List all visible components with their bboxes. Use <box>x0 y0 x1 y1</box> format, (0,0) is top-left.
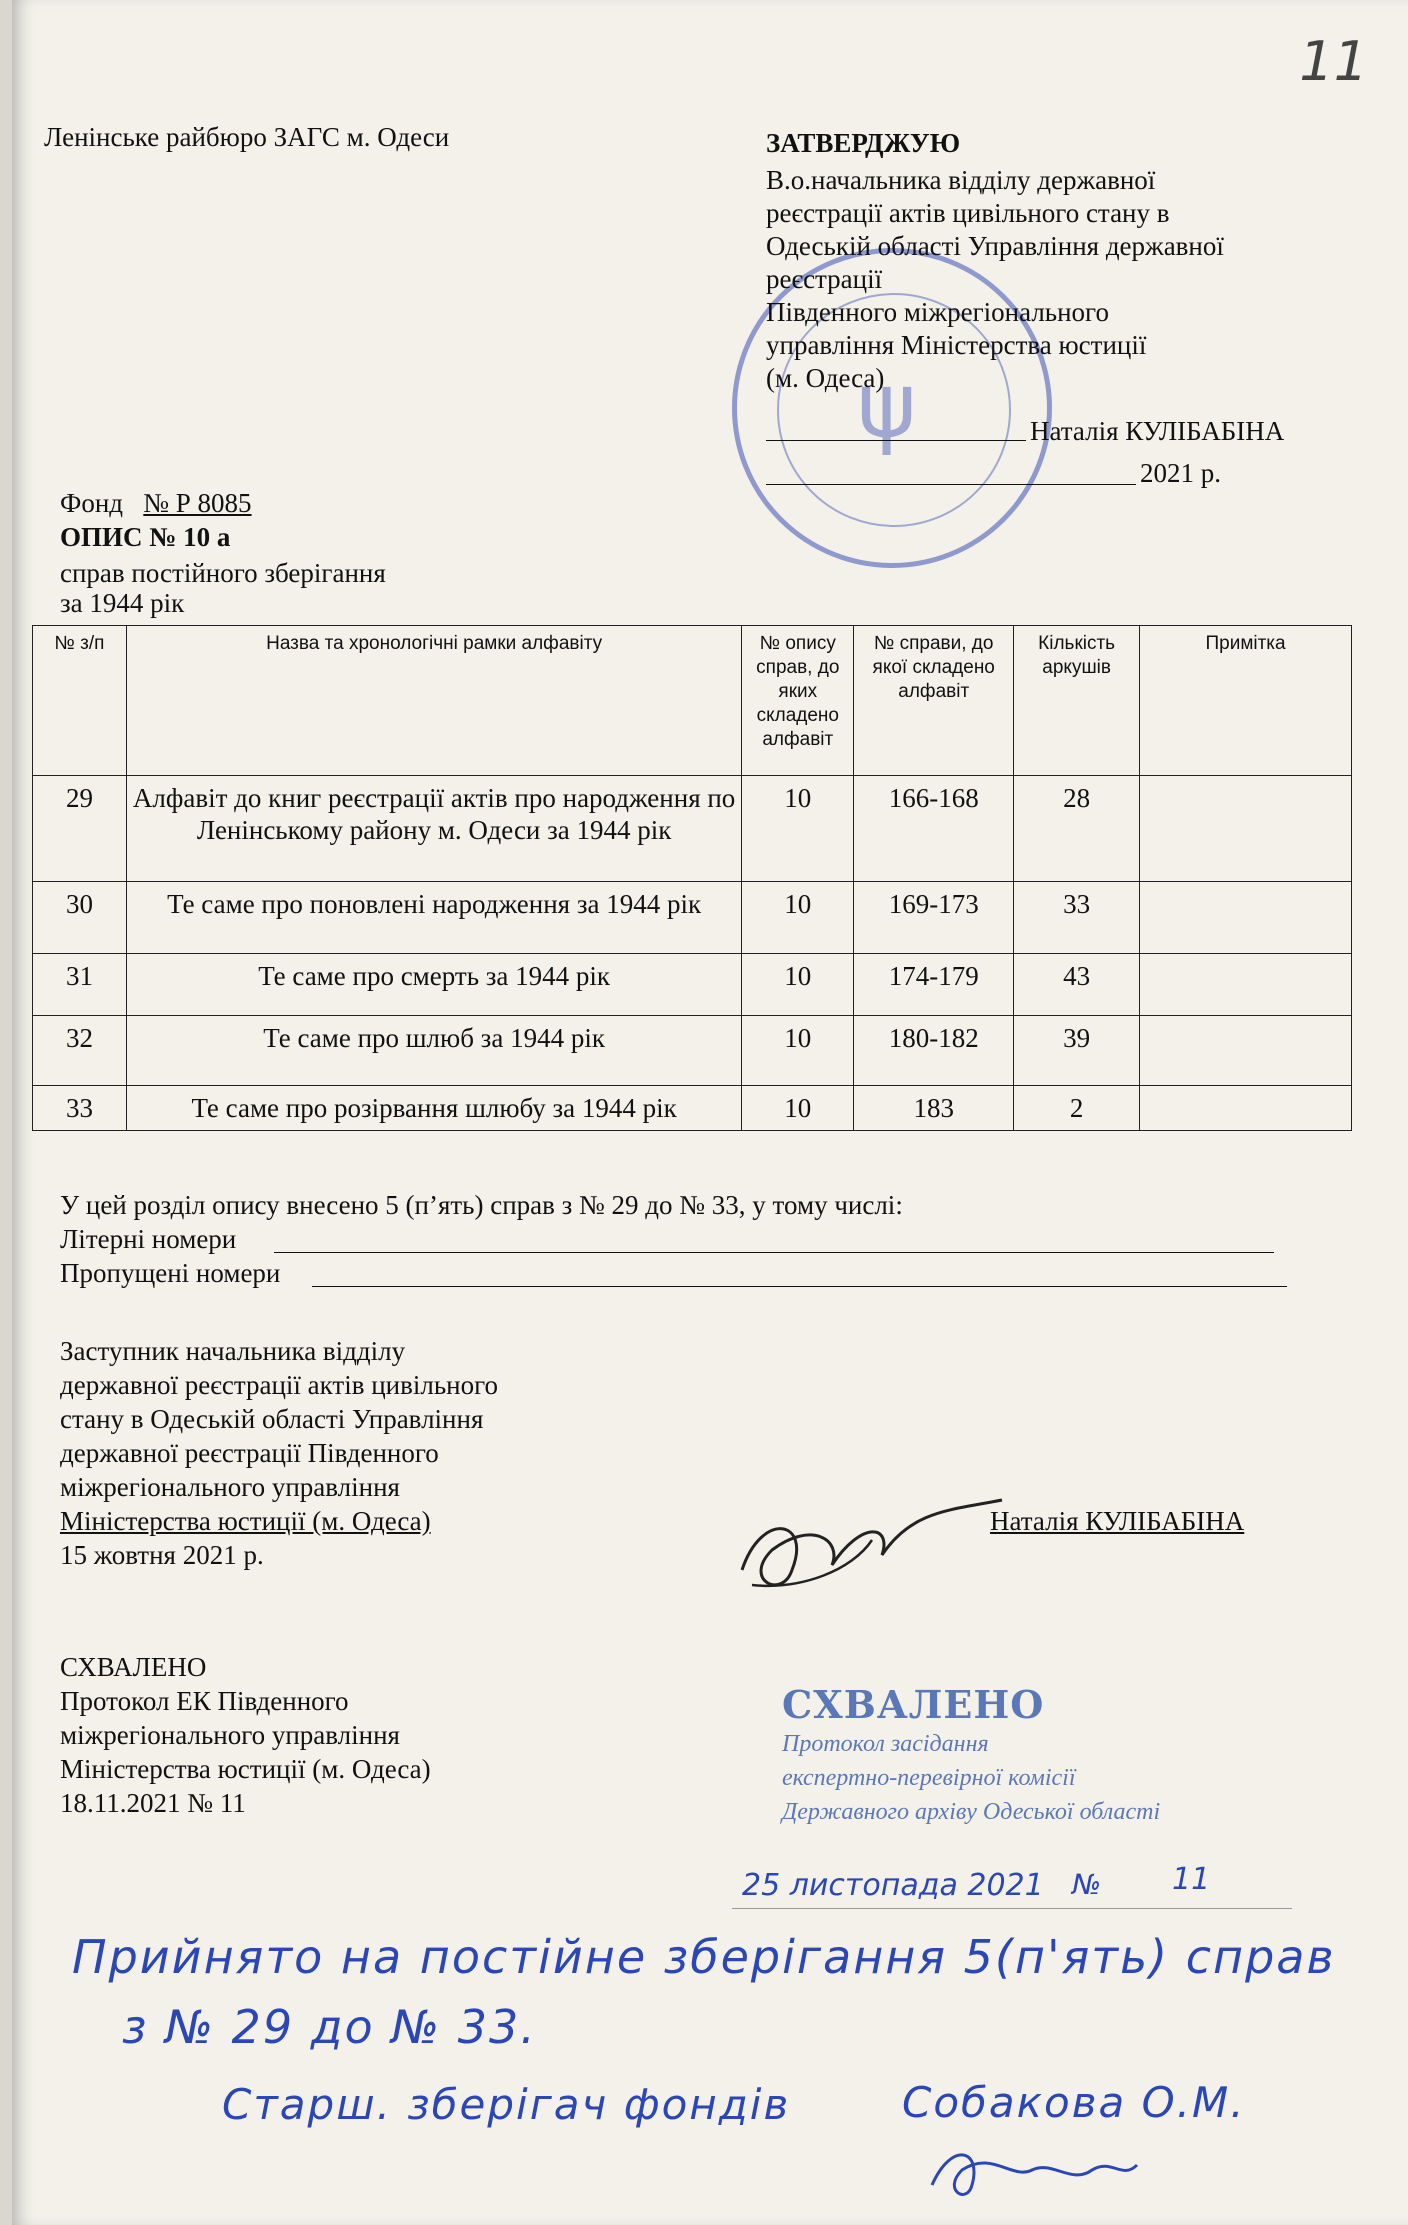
cell-opys: 10 <box>742 954 854 1016</box>
opys-year: за 1944 рік <box>60 588 185 618</box>
cell-opys: 10 <box>742 776 854 882</box>
signature-line <box>766 440 1026 441</box>
fond-number: № Р 8085 <box>143 488 252 518</box>
approval-line: реєстрації актів цивільного стану в <box>766 198 1170 228</box>
cell-name: Алфавіт до книг реєстрації актів про народження по Ленінському району м. Одеси за 1944 рік <box>126 776 741 882</box>
cell-sprava: 174-179 <box>854 954 1014 1016</box>
col-header-sprava: № справи, до якої складено алфавіт <box>854 626 1014 776</box>
deputy-block <box>60 1334 498 1572</box>
date-line <box>766 484 1136 485</box>
col-header-opys: № опису справ, до яких складено алфавіт <box>742 626 854 776</box>
approval-line: Південного міжрегіонального <box>766 297 1109 327</box>
cell-number: 29 <box>33 776 127 882</box>
approval-line: управління Міністерства юстиції <box>766 330 1147 360</box>
approved-title: СХВАЛЕНО <box>60 1652 207 1682</box>
letter-numbers-line <box>274 1252 1274 1253</box>
cell-number: 33 <box>33 1086 127 1131</box>
missed-numbers-line <box>312 1286 1287 1287</box>
cell-name: Те саме про шлюб за 1944 рік <box>126 1016 741 1086</box>
cell-opys: 10 <box>742 1086 854 1131</box>
deputy-signer: Наталія КУЛІБАБІНА <box>990 1506 1245 1536</box>
handwritten-signature <box>922 2130 1142 2210</box>
archive-stamp-line: експертно-перевірної комісії <box>782 1765 1076 1791</box>
col-header-name: Назва та хронологічні рамки алфавіту <box>126 626 741 776</box>
opys-desc: справ постійного зберігання <box>60 558 386 588</box>
approval-title: ЗАТВЕРДЖУЮ <box>766 128 961 158</box>
cell-number: 31 <box>33 954 127 1016</box>
handwritten-no: 11 <box>1172 1862 1211 1897</box>
summary-text: У цей розділ опису внесено 5 (п’ять) справ з № 29 до № 33, у тому числі: <box>60 1190 903 1220</box>
handwritten-note-line4: Собакова О.М. <box>902 2078 1246 2127</box>
stamp-underline <box>732 1908 1292 1909</box>
handwritten-note-line1: Прийнято на постійне зберігання 5(п'ять) справ <box>72 1930 1336 1984</box>
archive-stamp-line: Державного архіву Одеської області <box>782 1799 1161 1825</box>
cell-sprava: 180-182 <box>854 1016 1014 1086</box>
inventory-table <box>32 625 1352 1131</box>
opys-title: ОПИС № 10 а <box>60 522 231 552</box>
handwritten-date: 25 листопада 2021 <box>742 1868 1044 1903</box>
document-page <box>12 0 1408 2225</box>
table-header-row <box>33 626 1352 776</box>
col-header-sheets: Кількість аркушів <box>1014 626 1140 776</box>
deputy-date: 15 жовтня 2021 р. <box>60 1540 264 1570</box>
approval-block <box>766 164 1366 395</box>
deputy-line: стану в Одеській області Управління <box>60 1404 484 1434</box>
approval-line: В.о.начальника відділу державної <box>766 165 1156 195</box>
table-row <box>33 882 1352 954</box>
letter-numbers-label: Літерні номери <box>60 1224 237 1254</box>
fond-line <box>60 486 252 520</box>
cell-opys: 10 <box>742 882 854 954</box>
page-number: 11 <box>1299 30 1368 93</box>
signature-scribble <box>722 1470 1022 1600</box>
missed-numbers-label: Пропущені номери <box>60 1258 281 1288</box>
cell-sprava: 183 <box>854 1086 1014 1131</box>
table-row <box>33 1016 1352 1086</box>
cell-note <box>1140 1086 1352 1131</box>
archive-stamp-line: Протокол засідання <box>782 1731 989 1757</box>
cell-sheets: 39 <box>1014 1016 1140 1086</box>
table-row <box>33 1086 1352 1131</box>
cell-opys: 10 <box>742 1016 854 1086</box>
organization-name: Ленінське райбюро ЗАГС м. Одеси <box>44 122 450 152</box>
col-header-note: Примітка <box>1140 626 1352 776</box>
deputy-line: міжрегіонального управління <box>60 1472 400 1502</box>
deputy-line: Міністерства юстиції (м. Одеса) <box>60 1506 431 1536</box>
approval-signer: Наталія КУЛІБАБІНА <box>1030 416 1285 446</box>
cell-note <box>1140 1016 1352 1086</box>
cell-number: 32 <box>33 1016 127 1086</box>
handwritten-note-line3: Старш. зберігач фондів <box>222 2080 791 2129</box>
cell-sprava: 166-168 <box>854 776 1014 882</box>
deputy-line: державної реєстрації актів цивільного <box>60 1370 499 1400</box>
handwritten-note-line2: з № 29 до № 33. <box>122 2000 537 2054</box>
table-row <box>33 776 1352 882</box>
approval-date: 2021 р. <box>1140 458 1221 488</box>
archive-stamp-title: СХВАЛЕНО <box>782 1682 1045 1727</box>
handwritten-no-label: № <box>1072 1868 1102 1901</box>
cell-note <box>1140 776 1352 882</box>
cell-name: Те саме про розірвання шлюбу за 1944 рік <box>126 1086 741 1131</box>
archive-stamp <box>782 1682 1302 1829</box>
table-row <box>33 954 1352 1016</box>
cell-sheets: 28 <box>1014 776 1140 882</box>
cell-sheets: 2 <box>1014 1086 1140 1131</box>
cell-note <box>1140 882 1352 954</box>
cell-sheets: 33 <box>1014 882 1140 954</box>
cell-number: 30 <box>33 882 127 954</box>
deputy-line: державної реєстрації Південного <box>60 1438 439 1468</box>
approval-line: (м. Одеса) <box>766 363 885 393</box>
trident-icon: ψ <box>857 353 917 458</box>
cell-sprava: 169-173 <box>854 882 1014 954</box>
col-header-number: № з/п <box>33 626 127 776</box>
cell-note <box>1140 954 1352 1016</box>
cell-sheets: 43 <box>1014 954 1140 1016</box>
deputy-line: Заступник начальника відділу <box>60 1336 406 1366</box>
fond-label: Фонд <box>60 488 124 518</box>
cell-name: Те саме про смерть за 1944 рік <box>126 954 741 1016</box>
approved-line: Міністерства юстиції (м. Одеса) <box>60 1754 431 1784</box>
approval-line: Одеській області Управління державної <box>766 231 1224 261</box>
cell-name: Те саме про поновлені народження за 1944 рік <box>126 882 741 954</box>
approved-line: 18.11.2021 № 11 <box>60 1788 246 1818</box>
approved-block <box>60 1650 431 1820</box>
approved-line: міжрегіонального управління <box>60 1720 400 1750</box>
approved-line: Протокол ЕК Південного <box>60 1686 349 1716</box>
approval-line: реєстрації <box>766 264 883 294</box>
